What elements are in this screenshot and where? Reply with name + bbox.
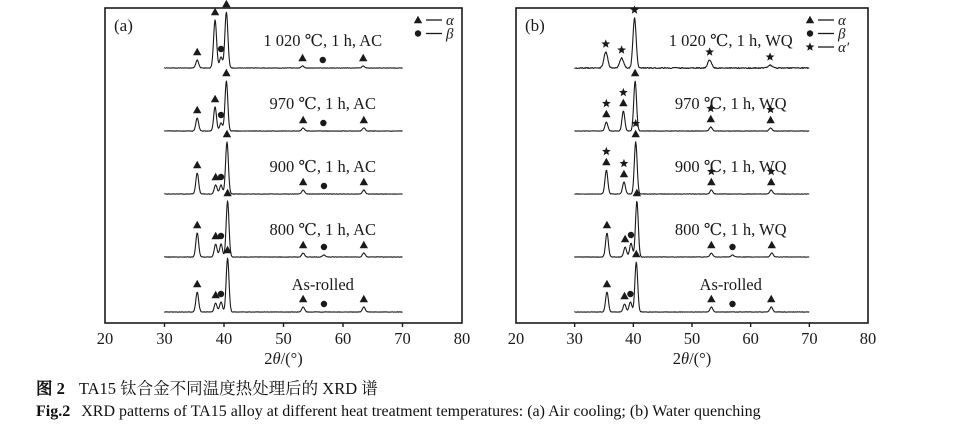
- triangle-phase-marker: [223, 130, 231, 137]
- triangle-phase-marker: [193, 221, 201, 228]
- xrd-trace-group: [165, 0, 403, 68]
- xrd-trace-group: [165, 130, 403, 194]
- triangle-phase-marker: [767, 178, 775, 185]
- circle-phase-marker: [218, 291, 224, 297]
- triangle-phase-marker: [193, 161, 201, 168]
- star-phase-marker: [617, 45, 626, 53]
- triangle-phase-marker: [766, 116, 774, 123]
- triangle-phase-marker: [619, 99, 627, 106]
- triangle-phase-marker: [767, 295, 775, 302]
- circle-phase-marker: [321, 183, 327, 189]
- star-phase-marker: [630, 5, 639, 13]
- circle-phase-marker: [218, 174, 224, 180]
- xrd-trace-group: [575, 69, 810, 131]
- triangle-phase-marker: [193, 280, 201, 287]
- circle-phase-marker: [218, 112, 224, 118]
- trace-label: 970 ℃, 1 h, AC: [269, 94, 377, 113]
- xrd-trace-group: [575, 250, 810, 312]
- triangle-phase-marker: [631, 130, 639, 137]
- trace-label: As-rolled: [291, 275, 354, 294]
- triangle-phase-marker: [299, 116, 307, 123]
- triangle-phase-marker: [707, 241, 715, 248]
- triangle-phase-marker: [602, 158, 610, 165]
- x-tick-label: 40: [215, 329, 233, 348]
- triangle-legend-icon: [806, 16, 814, 23]
- triangle-phase-marker: [360, 116, 368, 123]
- star-legend-icon: [806, 42, 815, 50]
- star-phase-marker: [602, 147, 611, 155]
- triangle-phase-marker: [299, 241, 307, 248]
- triangle-phase-marker: [193, 106, 201, 113]
- triangle-phase-marker: [707, 178, 715, 185]
- legend-label: α: [446, 13, 454, 29]
- circle-phase-marker: [218, 46, 224, 52]
- legend-label: α: [838, 13, 846, 29]
- trace-label: 900 ℃, 1 h, AC: [269, 157, 377, 176]
- x-tick-label: 20: [96, 329, 114, 348]
- x-axis-title: 2θ/(°): [264, 349, 303, 368]
- legend-label: β: [446, 26, 454, 43]
- triangle-phase-marker: [211, 8, 219, 15]
- xrd-panel-a: [97, 0, 471, 368]
- circle-phase-marker: [320, 120, 326, 126]
- x-tick-label: 60: [742, 329, 759, 348]
- circle-phase-marker: [321, 301, 327, 307]
- x-tick-label: 60: [334, 329, 352, 348]
- circle-phase-marker: [218, 233, 224, 239]
- circle-phase-marker: [729, 301, 735, 307]
- xrd-panel-b: [508, 5, 877, 368]
- star-phase-marker: [619, 88, 628, 96]
- trace-label: 1 020 ℃, 1 h, AC: [263, 31, 383, 50]
- triangle-phase-marker: [211, 95, 219, 102]
- circle-phase-marker: [321, 244, 327, 250]
- legend-entry: [806, 40, 850, 56]
- legend-label: β: [838, 26, 846, 43]
- star-phase-marker: [601, 39, 610, 47]
- triangle-phase-marker: [193, 48, 201, 55]
- triangle-phase-marker: [360, 241, 368, 248]
- triangle-phase-marker: [707, 115, 715, 122]
- trace-label: As-rolled: [699, 275, 762, 294]
- x-tick-label: 20: [507, 329, 525, 348]
- star-phase-marker: [602, 99, 611, 107]
- x-tick-label: 30: [566, 329, 583, 348]
- trace-label: 900 ℃, 1 h, WQ: [674, 157, 787, 176]
- triangle-phase-marker: [222, 0, 230, 7]
- triangle-phase-marker: [360, 178, 368, 185]
- triangle-phase-marker: [768, 241, 776, 248]
- xrd-trace-group: [575, 189, 810, 257]
- triangle-phase-marker: [602, 110, 610, 117]
- legend-label: α′: [838, 40, 850, 56]
- triangle-phase-marker: [603, 280, 611, 287]
- x-tick-label: 40: [625, 329, 642, 348]
- xrd-trace-group: [575, 5, 810, 68]
- trace-label: 800 ℃, 1 h, AC: [269, 220, 377, 239]
- caption-en-number: Fig.2: [36, 403, 71, 420]
- circle-phase-marker: [628, 232, 634, 238]
- circle-legend-icon: [415, 30, 421, 36]
- star-phase-marker: [766, 52, 775, 60]
- triangle-phase-marker: [631, 69, 639, 76]
- triangle-phase-marker: [603, 221, 611, 228]
- circle-phase-marker: [729, 244, 735, 250]
- x-tick-label: 30: [156, 329, 173, 348]
- x-tick-label: 70: [801, 329, 818, 348]
- circle-phase-marker: [627, 291, 633, 297]
- trace-label: 1 020 ℃, 1 h, WQ: [668, 31, 793, 50]
- triangle-phase-marker: [359, 54, 367, 61]
- legend-entry: [415, 27, 454, 43]
- circle-legend-icon: [807, 30, 813, 36]
- triangle-phase-marker: [298, 54, 306, 61]
- x-axis-title: 2θ/(°): [672, 349, 712, 368]
- trace-label: 970 ℃, 1 h, WQ: [674, 94, 787, 113]
- xrd-trace-group: [165, 69, 403, 131]
- x-tick-label: 50: [683, 329, 701, 348]
- figure-caption-chinese: [36, 375, 378, 399]
- caption-cn-number: 图 2: [36, 379, 65, 398]
- x-tick-label: 70: [394, 329, 411, 348]
- triangle-phase-marker: [299, 295, 307, 302]
- triangle-phase-marker: [707, 295, 715, 302]
- triangle-phase-marker: [620, 170, 628, 177]
- circle-phase-marker: [320, 57, 326, 63]
- caption-cn-text: TA15 钛合金不同温度热处理后的 XRD 谱: [78, 379, 378, 398]
- xrd-trace-group: [165, 189, 403, 257]
- triangle-phase-marker: [299, 178, 307, 185]
- triangle-phase-marker: [360, 295, 368, 302]
- panel-letter: (b): [525, 16, 545, 35]
- triangle-phase-marker: [222, 69, 230, 76]
- trace-label: 800 ℃, 1 h, WQ: [674, 220, 787, 239]
- triangle-legend-icon: [414, 16, 422, 23]
- x-tick-label: 80: [453, 329, 471, 348]
- star-phase-marker: [620, 159, 629, 167]
- x-tick-label: 50: [275, 329, 292, 348]
- panel-letter: (a): [114, 16, 133, 35]
- caption-en-text: XRD patterns of TA15 alloy at different heat treatment temperatures: (a) Air cooling; (b) Water quenching: [81, 403, 761, 420]
- x-tick-label: 80: [859, 329, 877, 348]
- figure-caption-english: [36, 403, 761, 421]
